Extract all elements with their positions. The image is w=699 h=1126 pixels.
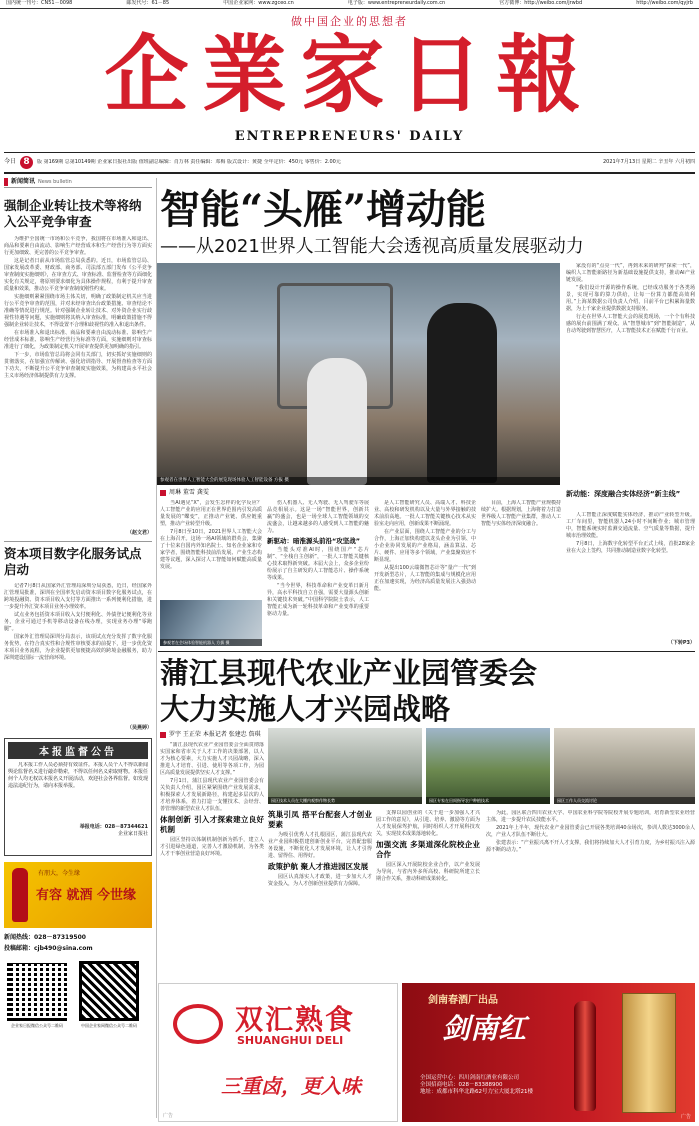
lead-paragraph: 伤人机器人、无人驾驶、无人驾驶车等展品竞相展示。这是一场“智能世界，创新共赢”的盛会，也是一场全球人工智能领域的交流盛会，让越来越多的人感受到人工智能的魅力。 (267, 500, 369, 534)
top-bar-item: 邮发代号：61－85 (126, 0, 170, 6)
lead-column-right-bottom (566, 512, 695, 640)
lead-paragraph: 在产业层面，围绕人工智能产业的分工与合作，上海正加快构建以龙头企业为引领、中小企业协同发展的产业格局，涵盖算法、芯片、硬件、应用等多个领域，产业集聚效应不断显现。 (374, 529, 476, 563)
lead-subsection-head: 新驱动：暗淮源头前沿“攻坚战” (267, 537, 361, 545)
second-column-2 (268, 810, 372, 982)
lead-byline (160, 489, 209, 497)
person-figure (307, 358, 367, 485)
lead-small-photo-caption: 参观者在会场体验智能机器人 方拔 摄 (160, 639, 262, 646)
wine-ad[interactable] (4, 862, 152, 928)
top-bar-item: 国内统一刊号：CN51－0098 (6, 0, 73, 6)
second-paragraph: “蒲江县现代农业产业园管委会全面贯彻落实国家和省市关于人才工作的决策部署，以人才为核心要素，大力实施人才兴园战略，深入推进人才培育、引进、使用等各项工作，为园区高质量发展提供坚实人才支撑。” (160, 742, 264, 776)
masthead-english: ENTREPRENEURS' DAILY (234, 129, 465, 144)
page-count-badge: 8 (20, 156, 33, 169)
news-head-en: News bulletin (38, 178, 72, 185)
bottle-icon (12, 868, 28, 922)
second-column-1 (160, 742, 264, 982)
lead-paragraph: 目前，上海人工智能产业规模持续扩大。根据规划，上海将着力打造世界级人工智能产业集群，推动人工智能与实体经济深度融合。 (481, 500, 561, 527)
jnc-line: 全国运营中心：四川剑南红酒业有限公司 (420, 1075, 520, 1081)
wine-box-icon (622, 993, 676, 1113)
story2-paragraph: 记者7月8日从国家外汇管理局深圳分局获悉，近日，经国家外汇管理局批准，深圳在全国率先启动资本项目数字化服务试点，在跨境投融资、资本项目收入支付等方面推出一系列便利化措施，进一步提升外汇资本项目业务办理效率。 (4, 583, 152, 610)
lead-paragraph: 7月8日，上海数字化转型平台正式上线，首批28家企业在大会上签约，共同推动制造业数字化转型。 (566, 541, 695, 554)
byline-marker-icon (160, 732, 166, 738)
notice-org: 企业家日报社 (117, 831, 148, 837)
notice-phone: 举报电话：028－87344621 (79, 824, 148, 830)
story2-paragraph: 试点业务包括资本项目收入支付便利化、外债登记便利化等业务，企业可通过手机等移动设备在线办理，实现业务办理“零跑腿”。 (4, 612, 152, 632)
wine-ad-text: 有容 就酒 今世缘 (36, 888, 137, 903)
second-subsection-head: 体制创新 引入才探索建立良好机制 (160, 815, 264, 834)
jnc-line: 地址：成都市科华北路62号力宝大厦北塔21楼 (420, 1089, 533, 1095)
masthead-slogan: 做中国企业的思想者 (291, 15, 408, 28)
second-byline-text: 罗宇 王正荣 本报记者 张建忠 詹琪 (169, 731, 261, 738)
lead-column-2 (267, 500, 369, 646)
second-paragraph: 为此，园区联合四川农业大学、中国农业科学院等院校开展专题培训，培育新型农业经营主体，进一步提升农民技能水平。 (486, 810, 695, 823)
marker-icon (4, 178, 8, 186)
second-paragraph: 园区认真落实人才政策，进一步加大人才资金投入，为人才创新创业提供有力保障。 (268, 874, 372, 887)
second-paragraph: 张建表示：“产业振兴离不开人才支撑，我们将持续加大人才引育力度，为乡村振兴注入源源不断的动力。” (486, 840, 695, 853)
lead-paragraph: 行走在世界人工智能大会的展览现场，一个个有科技感的展台前围满了观众。从“智慧城市”到“智能制造”，从自动驾驶到智慧医疗，人工智能技术正在赋能千行百业。 (566, 314, 695, 334)
jnc-title: 剑南春酒厂出品 (428, 995, 498, 1006)
masthead-title: 企業家日報 (104, 25, 595, 124)
second-byline (160, 731, 261, 739)
story2-paragraph: 国家外汇管理局深圳分局表示，该项试点充分发挥了数字化服务优势，在符合真实性和合规性审核要求的前提下，进一步优化资本项目业务流程，为企业提供更加便捷高效的跨境金融服务，助力深圳建设国际一流营商环境。 (4, 634, 152, 661)
lead-byline-text: 周琳 董雪 龚雯 (169, 489, 209, 496)
second-paragraph: 支撑以园创业的《关于进一步加强人才兴园工作的意见》，从引进、培养、激励等方面为人才发展保驾护航，同时组织人才开展科技攻关，实现技术成果落地转化。 (376, 810, 480, 837)
lead-paragraph: 家没有的“点亮一代”，再到未来的研判“探索一代”，编织人工智能新路径为新基础设施提供支持，推动AI产业链发展。 (566, 263, 695, 283)
second-column-3 (376, 810, 480, 982)
story1-paragraph: 实施细则紧紧围绕市场主体关切，明确了政策制定机关应当进行公平竞争审查的范围，并对未经审查出台政策措施、审查结论不准确等情况进行规范。针对强制企业转让技术、对外资企业实行歧视性待遇等问题，实施细则将其纳入审查标准，明确政策措施不得强制企业转让技术，不得设置不合理和歧视性的准入和退出条件。 (4, 294, 152, 328)
lead-headline[interactable]: 智能“头雁”增动能 (160, 186, 487, 233)
ad-label: 广告 (163, 1113, 174, 1119)
byline-marker-icon (160, 490, 166, 496)
pig-logo-icon (173, 1004, 223, 1044)
lead-paragraph: “我们设计开源的操作系统，已经成功服务于各类场景，实现可靠的算力供给，让每一份算力都能高效利用。”上海某数据公司负责人介绍，目前平台已积累海量数据，为上千家企业提供数据支持服务。 (566, 285, 695, 312)
lead-column-3 (374, 500, 476, 646)
qr-code-icon[interactable] (7, 961, 67, 1021)
story1-paragraph: 下一步，市场监管总局将会同有关部门，切实抓好实施细则的贯彻落实，在加强宣传解读、强化培训指导、开展督查检查等方面下功夫，不断提升公平竞争审查制度实施效果，为构建高水平社会主义市场经济体制提供有力支撑。 (4, 352, 152, 379)
story2-source: （吴燕婷） (126, 725, 152, 731)
second-paragraph: 7月1日，蒲江县现代农业产业园管委会有关负责人介绍，园区紧紧围绕产业发展需求，积极探索人才发展新路径，构建起多层次的人才培养体系，着力打造一支懂技术、会经营、善管理的新型农业人才队伍。 (160, 778, 264, 812)
second-subsection-head: 加强交流 多渠道深化院校企业合作 (376, 840, 480, 859)
lead-paragraph: 7月8日至10日，2021世界人工智能大会在上海召开。这场一场AI领域的群英会，集聚了十位来自国内外知名院士、知名企业家和专家学者，围绕智能科技前沿发展、产业生态构建等议题，深入探讨人工智能如何赋能高质量发展。 (160, 529, 262, 570)
wine-ad-sub: 有朋大，今生缘 (38, 870, 81, 877)
story1-source: （赵文君） (126, 530, 152, 536)
second-subsection-head: 筑巢引凤 搭平台配套人才创业要素 (268, 810, 372, 829)
jnc-line: 全国招商电话：028－83388900 (420, 1082, 503, 1088)
top-bar-item[interactable]: http://weibo.com/qyjrb (636, 0, 693, 6)
lead-column-right (566, 263, 695, 485)
second-paragraph: 园区深入开展院校企业合作，以产业发展为导向，与省内外多所高校、科研院所建立长期合作关系，推动科研成果转化。 (376, 862, 480, 882)
ad-label: 广告 (680, 1114, 691, 1120)
farm-photo-caption: 园区专家在田间指导农户种植技术 (426, 797, 550, 804)
lead-subsection-head-2: 新动能：深度融合实体经济“新主线” (566, 490, 681, 498)
jnc-brand: 剑南红 (442, 1012, 527, 1045)
top-bar-item[interactable]: 中国企业家网：www.zgceo.cn (223, 0, 294, 6)
farm-photo-1 (268, 728, 422, 804)
person-figure (427, 303, 497, 483)
farm-photo-caption: 园区工作人员交流讨论 (554, 797, 695, 804)
second-column-4 (486, 810, 695, 982)
farm-photo-3 (554, 728, 695, 804)
qr-label: 企业家日报微信公众号二维码 (11, 1023, 63, 1028)
second-subsection-head: 政策护航 聚人才推进园区发展 (268, 862, 369, 871)
lead-paragraph: 当能头对准AI时，围绕国产“芯片制”、“全栈自主创新”，一批人工智能关键核心技术取得新突破。本届大会上，众多企业纷纷展示了自主研发的人工智能芯片、操作系统等成果。 (267, 547, 369, 581)
sidebar (4, 178, 152, 1123)
info-bar (4, 155, 695, 169)
lead-photo (157, 263, 560, 485)
news-hotline: 新闻热线：028－87319500 (4, 934, 86, 941)
jnc-contact (420, 1075, 580, 1096)
lead-paragraph: “当今世界，科技革命和产业变革日新月异，高水平科技自立自强，需要大量源头创新和关键技术突破。”中国科学院院士表示，人工智能正成为新一轮科技革命和产业变革的重要驱动力量。 (267, 583, 369, 617)
info-bar-date: 2021年7月13日 星期二 辛丑年 六月初四 (602, 158, 695, 165)
notice-title: 本报监督公告 (8, 742, 148, 759)
lead-photo-caption: 参观者在世界人工智能大会的展览现场体验人工智能设备 方拔 摄 (157, 477, 560, 485)
top-bar-item[interactable]: 电子版：www.entrepreneurdaily.com.cn (347, 0, 446, 6)
qr-code-icon[interactable] (79, 961, 139, 1021)
story1-paragraph: 这是记者日前从市场监管总局获悉的。近日，市场监管总局、国家发展改革委、财政部、商务部、司法部五部门发布《公平竞争审查制度实施细则》，在审查方式、审查标准、监督检查等方面细化实化有关规定，将原则要求细化为具体操作规程，有利于提升审查质量和效果，推动公平竞争审查制度刚性约束。 (4, 258, 152, 292)
supervision-notice (4, 738, 152, 856)
qr-label: 中国企业家网微信公众号二维码 (81, 1023, 137, 1028)
news-head: 新闻简讯 (11, 178, 36, 185)
lead-column-1 (160, 500, 262, 598)
top-bar (0, 0, 699, 9)
submission-email[interactable]: 投稿邮箱：cjb490@sina.com (4, 945, 93, 952)
lead-photo-small (160, 600, 262, 646)
info-today: 今日 (4, 158, 17, 165)
info-bar-text: 版 第169期 总第10149期 企业家日报社出版 值班副总编辑：肖万林 责任编辑：邓梅 版式设计：黄捷 全年定价：450元 零售价：2.00元 (37, 158, 341, 165)
shuanghui-english: SHUANGHUI DELI (237, 1034, 344, 1047)
qr-block (76, 961, 142, 1028)
story2-title[interactable]: 资本项目数字化服务试点启动 (4, 546, 142, 577)
lead-paragraph: 是人工智能研究人员、高端人才、科技企业、高校和研发机构以及大量与外界接触的技术前沿高地。一批人工智能关键核心技术从实验室走向应用，创新成果不断涌现。 (374, 500, 476, 527)
qr-codes (4, 961, 152, 1028)
second-headline-line1[interactable]: 蒲江县现代农业产业园管委会 (160, 656, 538, 690)
story1-paragraph: 为维护全国统一市场和公平竞争，我国将在市场准入和退出、商品和要素自由流动、影响生产经营成本和生产经营行为等方面实行更加细致、更完善的公平竞争审查。 (4, 236, 152, 256)
story1-paragraph: 在市场准入和退出标准、商品和要素自由流动标准、影响生产经营成本标准、影响生产经营行为标准等方面，实施细则对审查标准进行了细化，为政策制定机关开展审查提供更加明确的指引。 (4, 330, 152, 350)
lead-paragraph: 当AI遇见“X”，会发生怎样的化学反应？人工智能产业的应用正在世界范围内引发高质量发展的“蝶变”，正推动产业链、供应链重塑，推动产业转型升级。 (160, 500, 262, 527)
lead-column-4-top (481, 500, 561, 646)
lead-paragraph: 人工智能正深度赋能实体经济，推动产业转型升级。工厂车间里，智能机器人24小时不间断作业；城市管理中，智能系统实时监测交通流量、空气质量等数据，提升城市治理效能。 (566, 512, 695, 539)
lead-subhead: ——从2021世界人工智能大会透视高质量发展驱动力 (160, 236, 584, 257)
continued-link[interactable]: （下转P3） (667, 640, 695, 646)
shuanghui-ad[interactable] (158, 983, 398, 1122)
second-paragraph: 园区坚持以体制机制创新为抓手，建立人才引进绿色通道，完善人才激励机制，为各类人才干事创业营造良好环境。 (160, 837, 264, 857)
story1-title[interactable]: 强制企业转让技术等将纳入公平竞争审查 (4, 198, 142, 229)
farm-photo-2 (426, 728, 550, 804)
jiannanchun-ad[interactable] (402, 983, 695, 1122)
shuanghui-title: 双汇熟食 (235, 1003, 356, 1036)
qr-block (4, 961, 70, 1028)
second-headline-line2[interactable]: 大力实施人才兴园战略 (160, 692, 451, 726)
second-paragraph: 为吸引优秀人才扎根园区，蒲江县现代农业产业园积极搭建创新创业平台，完善配套服务设施，不断优化人才发展环境，让人才引得进、留得住、用得好。 (268, 832, 372, 859)
notice-text: 凡本报工作人员必须持有效证件。本报人员个人不得以新闻舆论监督名义进行敲诈勒索，不得以任何名义索取财物。本报任何个人均无权以本报名义开展活动，欢迎社会各界监督。如发现违法违纪行为，请向本报举报。 (8, 762, 148, 789)
farm-photo-caption: 园区技术人员在大棚内观察作物长势 (268, 797, 422, 804)
top-bar-item[interactable]: 官方微博：http://weibo.com/jrwbd (499, 0, 583, 6)
lead-paragraph: 从提出100云端微智芯计等“量产一代”到开发新型芯片，人工智能的集成与规模化应用正在加速实现，为经济高质量发展注入强劲动能。 (374, 565, 476, 592)
second-paragraph: 2021年上半年，现代农业产业园管委会已开展各类培训40余场次，参训人数达3000余人次，产业人才队伍不断壮大。 (486, 825, 695, 838)
shuanghui-slogan: 三重卤，更入味 (221, 1074, 361, 1098)
news-bulletin-header (4, 178, 152, 188)
